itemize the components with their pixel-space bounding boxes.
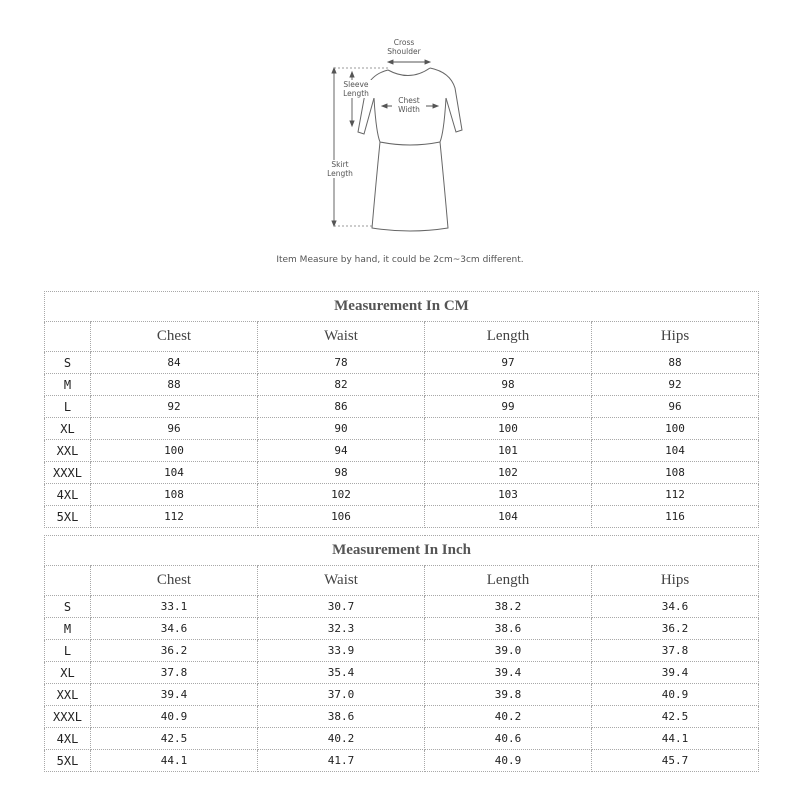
- value-cell: 108: [592, 462, 759, 484]
- value-cell: 90: [258, 418, 425, 440]
- table-row: [45, 684, 759, 706]
- size-cell: XXXL: [45, 706, 91, 728]
- value-cell: 101: [425, 440, 592, 462]
- value-cell: 84: [91, 352, 258, 374]
- table-row: [45, 396, 759, 418]
- value-cell: 33.1: [91, 596, 258, 618]
- value-cell: 92: [592, 374, 759, 396]
- value-cell: 42.5: [592, 706, 759, 728]
- value-cell: 98: [258, 462, 425, 484]
- value-cell: 40.9: [592, 684, 759, 706]
- value-cell: 39.4: [91, 684, 258, 706]
- value-cell: 99: [425, 396, 592, 418]
- column-header-waist: Waist: [258, 322, 425, 352]
- size-cell: XL: [45, 662, 91, 684]
- table-row: [45, 374, 759, 396]
- table-row: [45, 462, 759, 484]
- chest-width-label: Chest Width: [392, 96, 426, 114]
- value-cell: 106: [258, 506, 425, 528]
- table-row: [45, 662, 759, 684]
- table-row: [45, 640, 759, 662]
- measurement-note: Item Measure by hand, it could be 2cm~3cm different.: [276, 255, 524, 265]
- table-row: [45, 596, 759, 618]
- value-cell: 37.0: [258, 684, 425, 706]
- value-cell: 86: [258, 396, 425, 418]
- dress-outline-icon: [300, 32, 480, 242]
- size-cell: 5XL: [45, 506, 91, 528]
- value-cell: 102: [258, 484, 425, 506]
- value-cell: 44.1: [91, 750, 258, 772]
- value-cell: 104: [91, 462, 258, 484]
- size-cell: XL: [45, 418, 91, 440]
- value-cell: 112: [91, 506, 258, 528]
- value-cell: 37.8: [592, 640, 759, 662]
- value-cell: 33.9: [258, 640, 425, 662]
- cross-shoulder-label: Cross Shoulder: [387, 38, 421, 56]
- value-cell: 40.2: [425, 706, 592, 728]
- size-cell: 4XL: [45, 484, 91, 506]
- value-cell: 38.6: [425, 618, 592, 640]
- column-header-length: Length: [425, 566, 592, 596]
- size-cell: XXXL: [45, 462, 91, 484]
- skirt-length-label: Skirt Length: [322, 160, 358, 178]
- value-cell: 41.7: [258, 750, 425, 772]
- value-cell: 100: [91, 440, 258, 462]
- value-cell: 116: [592, 506, 759, 528]
- value-cell: 32.3: [258, 618, 425, 640]
- value-cell: 97: [425, 352, 592, 374]
- size-cell: S: [45, 596, 91, 618]
- size-column-header: [45, 322, 91, 352]
- value-cell: 36.2: [592, 618, 759, 640]
- value-cell: 36.2: [91, 640, 258, 662]
- sleeve-length-label: Sleeve Length: [338, 80, 374, 98]
- size-cell: XXL: [45, 684, 91, 706]
- table-row: [45, 750, 759, 772]
- table-row: [45, 418, 759, 440]
- table-row: [45, 440, 759, 462]
- value-cell: 34.6: [592, 596, 759, 618]
- size-column-header: [45, 566, 91, 596]
- dress-measurement-diagram: [300, 32, 480, 242]
- table-row: [45, 618, 759, 640]
- column-header-chest: Chest: [91, 566, 258, 596]
- column-header-hips: Hips: [592, 566, 759, 596]
- value-cell: 96: [592, 396, 759, 418]
- size-cell: M: [45, 618, 91, 640]
- value-cell: 30.7: [258, 596, 425, 618]
- column-header-length: Length: [425, 322, 592, 352]
- value-cell: 45.7: [592, 750, 759, 772]
- value-cell: 100: [592, 418, 759, 440]
- value-cell: 38.2: [425, 596, 592, 618]
- value-cell: 40.9: [91, 706, 258, 728]
- size-cell: 5XL: [45, 750, 91, 772]
- size-table-inch: [44, 535, 759, 772]
- value-cell: 94: [258, 440, 425, 462]
- value-cell: 78: [258, 352, 425, 374]
- value-cell: 40.9: [425, 750, 592, 772]
- size-cell: L: [45, 640, 91, 662]
- value-cell: 96: [91, 418, 258, 440]
- table-title: Measurement In Inch: [45, 536, 759, 566]
- value-cell: 92: [91, 396, 258, 418]
- value-cell: 112: [592, 484, 759, 506]
- value-cell: 108: [91, 484, 258, 506]
- value-cell: 104: [425, 506, 592, 528]
- value-cell: 103: [425, 484, 592, 506]
- value-cell: 35.4: [258, 662, 425, 684]
- table-title: Measurement In CM: [45, 292, 759, 322]
- value-cell: 39.4: [425, 662, 592, 684]
- value-cell: 39.8: [425, 684, 592, 706]
- table-row: [45, 352, 759, 374]
- value-cell: 38.6: [258, 706, 425, 728]
- value-cell: 88: [592, 352, 759, 374]
- value-cell: 39.4: [592, 662, 759, 684]
- column-header-chest: Chest: [91, 322, 258, 352]
- size-cell: M: [45, 374, 91, 396]
- value-cell: 39.0: [425, 640, 592, 662]
- value-cell: 104: [592, 440, 759, 462]
- value-cell: 100: [425, 418, 592, 440]
- table-row: [45, 706, 759, 728]
- size-cell: 4XL: [45, 728, 91, 750]
- value-cell: 37.8: [91, 662, 258, 684]
- size-cell: L: [45, 396, 91, 418]
- size-table-cm: [44, 291, 759, 528]
- size-cell: S: [45, 352, 91, 374]
- size-cell: XXL: [45, 440, 91, 462]
- table-row: [45, 728, 759, 750]
- value-cell: 98: [425, 374, 592, 396]
- value-cell: 88: [91, 374, 258, 396]
- column-header-hips: Hips: [592, 322, 759, 352]
- value-cell: 82: [258, 374, 425, 396]
- table-row: [45, 506, 759, 528]
- value-cell: 40.2: [258, 728, 425, 750]
- value-cell: 102: [425, 462, 592, 484]
- value-cell: 42.5: [91, 728, 258, 750]
- column-header-waist: Waist: [258, 566, 425, 596]
- table-row: [45, 484, 759, 506]
- value-cell: 44.1: [592, 728, 759, 750]
- value-cell: 40.6: [425, 728, 592, 750]
- value-cell: 34.6: [91, 618, 258, 640]
